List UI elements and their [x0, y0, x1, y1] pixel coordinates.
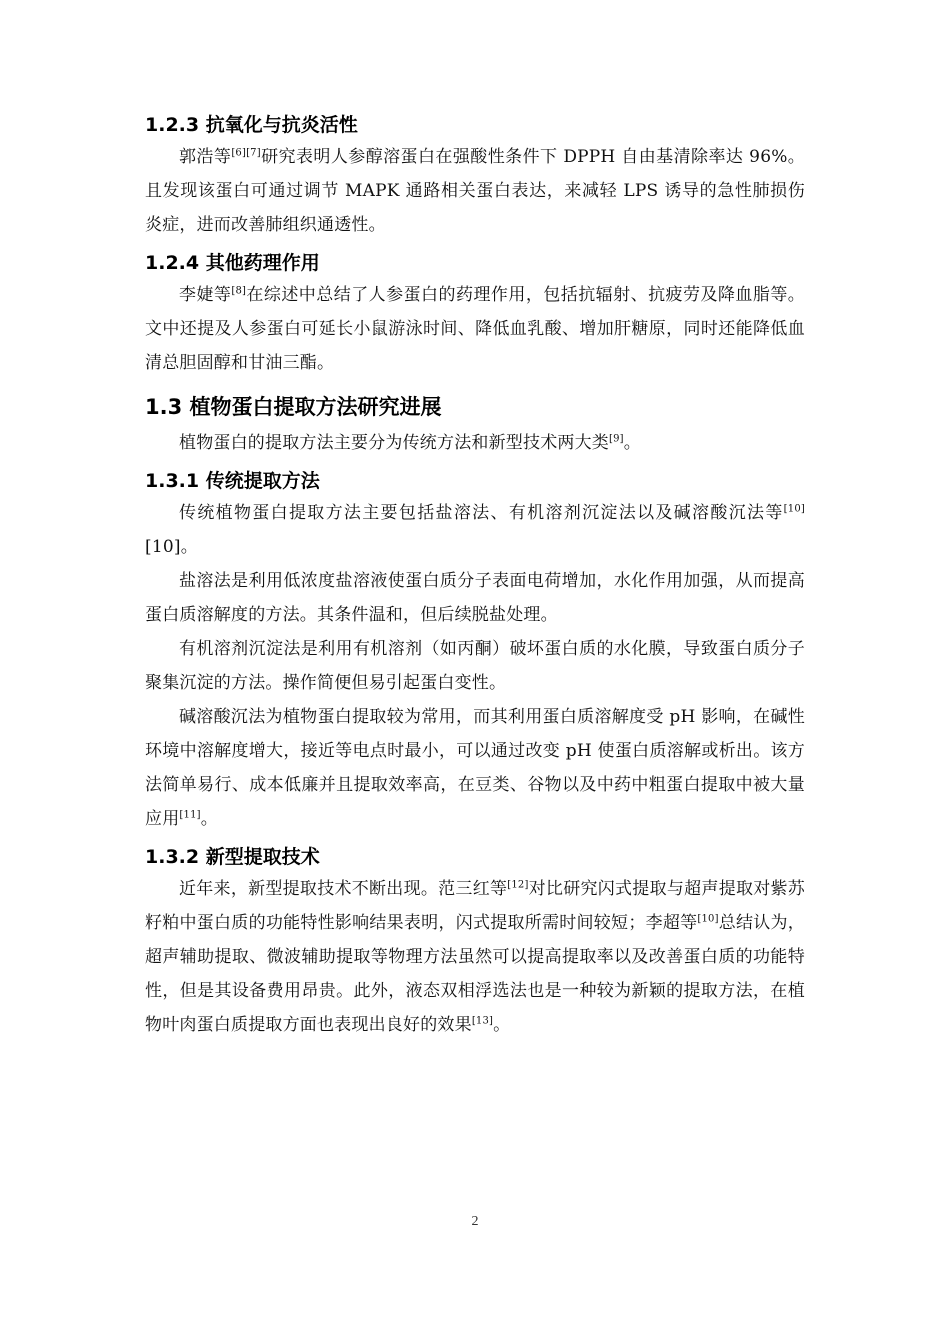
text: 近年来，新型提取技术不断出现。范三红等	[179, 879, 508, 899]
citation: [9]	[609, 433, 624, 445]
text: [10]。	[145, 537, 198, 557]
citation: [10]	[783, 503, 805, 515]
text: 植物蛋白的提取方法主要分为传统方法和新型技术两大类	[179, 433, 609, 453]
citation: [8]	[231, 285, 247, 297]
section-heading: 1.2.4 其他药理作用	[145, 252, 320, 274]
document-page	[145, 112, 805, 1042]
paragraph	[145, 496, 805, 564]
text: 李婕等	[179, 285, 232, 305]
citation: [6][7]	[231, 147, 261, 159]
paragraph	[145, 700, 805, 836]
text: 对比研究闪式提取与超声提取对紫苏籽粕中蛋白质的功能特性影响结果表明，闪式提取所需时间较短；李超等	[145, 879, 805, 933]
section-heading: 1.3 植物蛋白提取方法研究进展	[145, 395, 442, 419]
section-1-3-1	[145, 468, 805, 836]
section-heading: 1.3.1 传统提取方法	[145, 470, 320, 492]
section-1-2-3	[145, 112, 805, 242]
citation: [10]	[697, 913, 719, 925]
text: 。	[493, 1015, 511, 1035]
text: 研究表明人参醇溶蛋白在强酸性条件下 DPPH 自由基清除率达 96%。且发现该蛋白可通过调节 MAPK 通路相关蛋白表达，来减轻 LPS 诱导的急性肺损伤炎症，进而改善肺组织通透性。	[145, 147, 805, 235]
paragraph	[145, 632, 805, 700]
section-heading: 1.3.2 新型提取技术	[145, 846, 320, 868]
text: 有机溶剂沉淀法是利用有机溶剂（如丙酮）破坏蛋白质的水化膜，导致蛋白质分子聚集沉淀的方法。操作简便但易引起蛋白变性。	[145, 639, 805, 693]
page-number: 2	[471, 1214, 479, 1229]
text: 碱溶酸沉法为植物蛋白提取较为常用，而其利用蛋白质溶解度受 pH 影响，在碱性环境中溶解度增大，接近等电点时最小，可以通过改变 pH 使蛋白质溶解或析出。该方法简单易行、成本低廉并且提取效率高，在豆类、谷物以及中药中粗蛋白提取中被大量应用	[145, 707, 805, 829]
text: 盐溶法是利用低浓度盐溶液使蛋白质分子表面电荷增加，水化作用加强，从而提高蛋白质溶解度的方法。其条件温和，但后续脱盐处理。	[145, 571, 805, 625]
section-heading: 1.2.3 抗氧化与抗炎活性	[145, 114, 358, 136]
text: 总结认为，超声辅助提取、微波辅助提取等物理方法虽然可以提高提取率以及改善蛋白质的功能特性，但是其设备费用昂贵。此外，液态双相浮选法也是一种较为新颖的提取方法，在植物叶肉蛋白质提取方面也表现出良好的效果	[145, 913, 805, 1035]
section-1-3	[145, 392, 805, 460]
citation: [11]	[179, 809, 201, 821]
text: 。	[623, 433, 641, 453]
text: 在综述中总结了人参蛋白的药理作用，包括抗辐射、抗疲劳及降血脂等。文中还提及人参蛋白可延长小鼠游泳时间、降低血乳酸、增加肝糖原，同时还能降低血清总胆固醇和甘油三酯。	[145, 285, 805, 373]
text: 郭浩等	[179, 147, 232, 167]
text: 传统植物蛋白提取方法主要包括盐溶法、有机溶剂沉淀法以及碱溶酸沉法等	[179, 503, 784, 523]
paragraph	[145, 140, 805, 242]
paragraph	[145, 872, 805, 1042]
text: 。	[200, 809, 218, 829]
paragraph	[145, 278, 805, 380]
paragraph	[145, 426, 805, 460]
section-1-2-4	[145, 250, 805, 380]
paragraph	[145, 564, 805, 632]
citation: [13]	[471, 1015, 494, 1027]
citation: [12]	[507, 879, 529, 891]
section-1-3-2	[145, 844, 805, 1042]
